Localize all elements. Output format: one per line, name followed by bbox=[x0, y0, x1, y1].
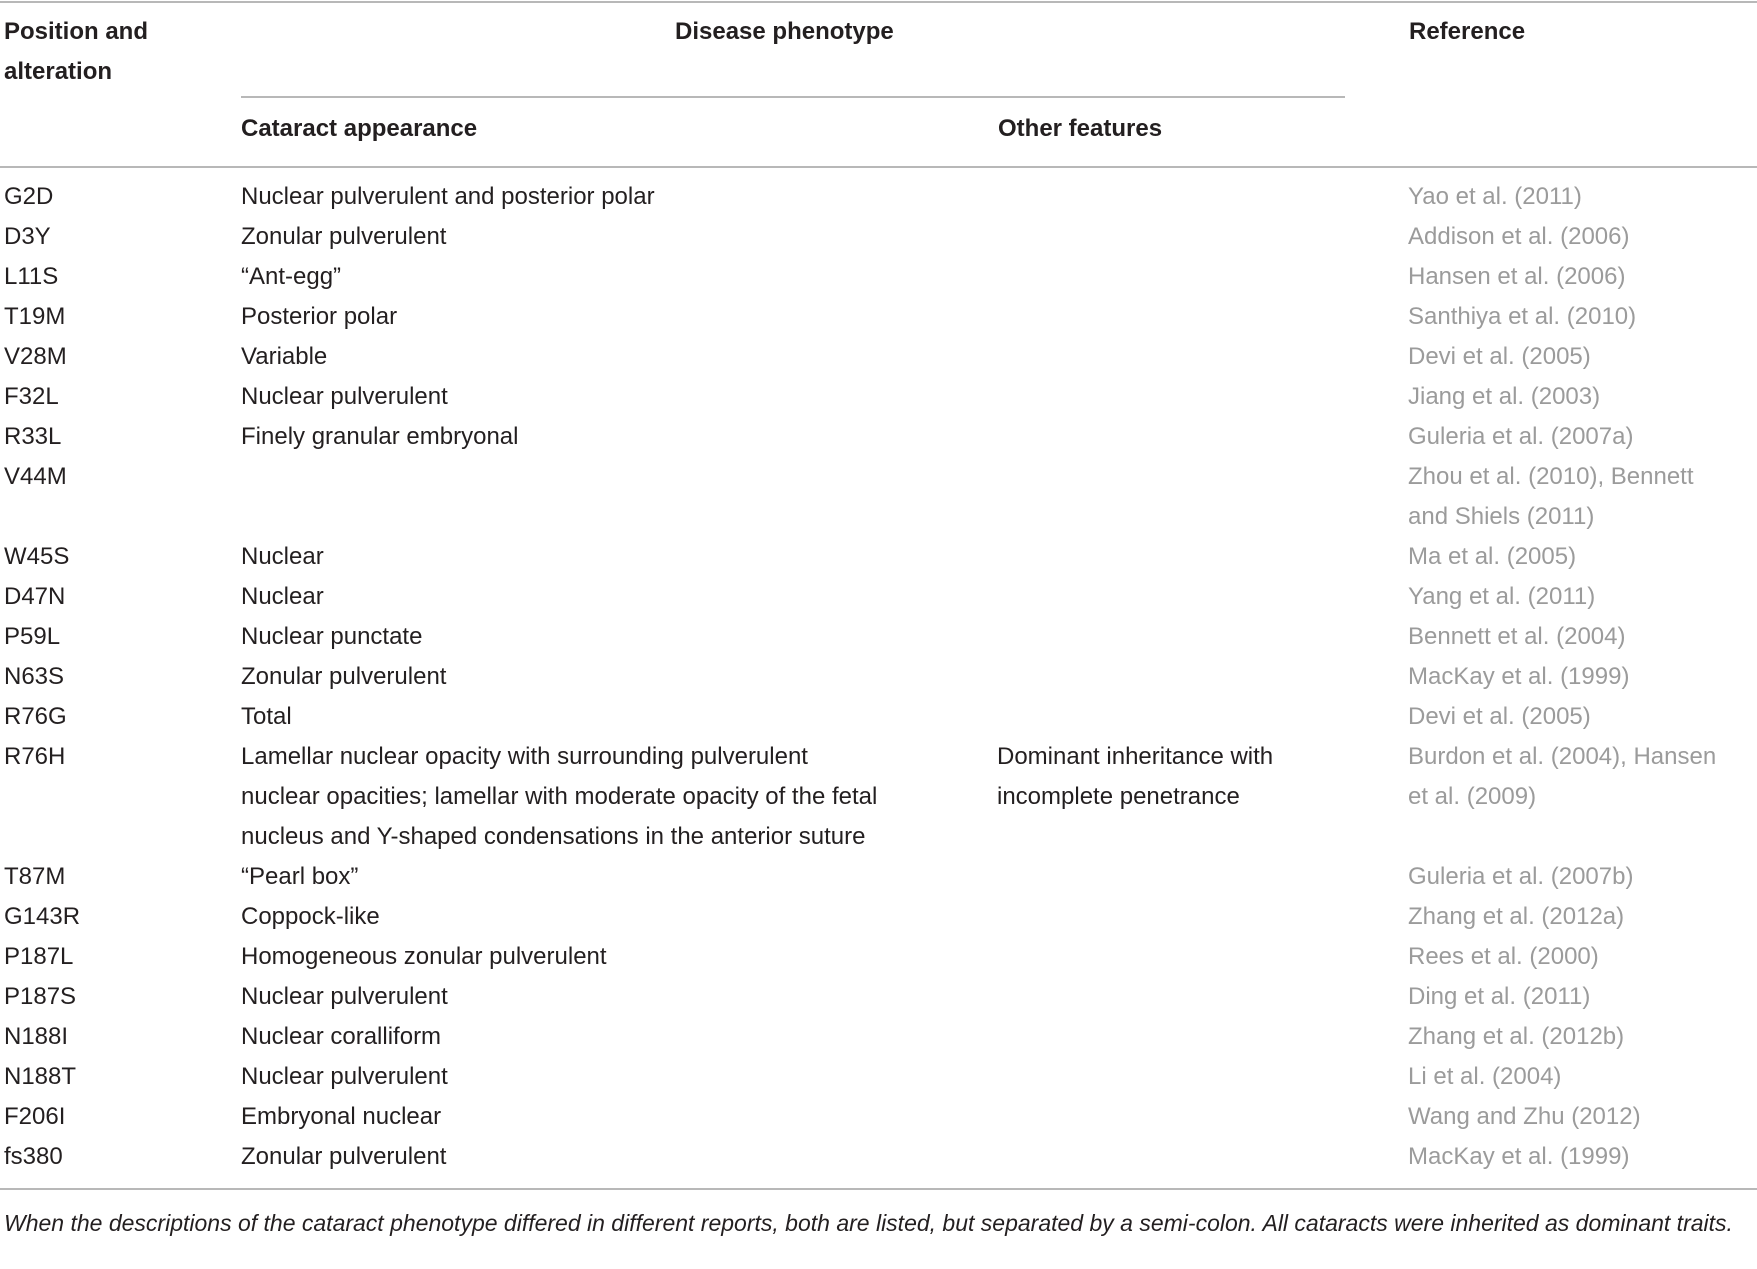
row-position: F32L bbox=[4, 383, 59, 410]
row-reference[interactable]: Devi et al. (2005) bbox=[1408, 703, 1591, 730]
row-cataract-appearance: Embryonal nuclear bbox=[241, 1103, 442, 1130]
row-position: T87M bbox=[4, 863, 66, 890]
row-reference[interactable]: Bennett et al. (2004) bbox=[1408, 623, 1626, 650]
row-reference[interactable]: Yao et al. (2011) bbox=[1408, 183, 1582, 210]
row-reference[interactable]: Zhang et al. (2012b) bbox=[1408, 1023, 1625, 1050]
header-position: Position and alteration bbox=[4, 18, 148, 85]
row-reference[interactable]: Ding et al. (2011) bbox=[1408, 983, 1591, 1010]
row-reference[interactable]: MacKay et al. (1999) bbox=[1408, 663, 1630, 690]
row-reference[interactable]: Guleria et al. (2007a) bbox=[1408, 423, 1634, 450]
row-position: P187L bbox=[4, 943, 74, 970]
row-cataract-appearance: “Pearl box” bbox=[241, 863, 359, 890]
row-other-features: Dominant inheritance with bbox=[997, 743, 1274, 770]
row-reference[interactable]: Burdon et al. (2004), Hansen bbox=[1408, 743, 1717, 770]
row-cataract-appearance: nucleus and Y-shaped condensations in the anterior suture bbox=[241, 823, 866, 850]
row-reference[interactable]: Guleria et al. (2007b) bbox=[1408, 863, 1634, 890]
row-cataract-appearance: Nuclear pulverulent bbox=[241, 983, 448, 1010]
row-cataract-appearance: Total bbox=[241, 703, 292, 730]
row-position: V44M bbox=[4, 463, 67, 490]
header-reference: Reference bbox=[1409, 18, 1526, 45]
row-position: L11S bbox=[4, 263, 59, 290]
row-position: R33L bbox=[4, 423, 62, 450]
row-position: T19M bbox=[4, 303, 66, 330]
header-cataract-appearance: Cataract appearance bbox=[241, 115, 478, 142]
disease-phenotype-span-rule bbox=[241, 96, 1345, 98]
row-cataract-appearance: Zonular pulverulent bbox=[241, 663, 447, 690]
row-other-features: incomplete penetrance bbox=[997, 783, 1240, 810]
row-cataract-appearance: “Ant-egg” bbox=[241, 263, 342, 290]
row-reference[interactable]: Wang and Zhu (2012) bbox=[1408, 1103, 1641, 1130]
row-cataract-appearance: Nuclear punctate bbox=[241, 623, 423, 650]
row-position: D47N bbox=[4, 583, 66, 610]
row-cataract-appearance: Nuclear pulverulent bbox=[241, 1063, 448, 1090]
row-reference[interactable]: Yang et al. (2011) bbox=[1408, 583, 1596, 610]
row-cataract-appearance: Variable bbox=[241, 343, 328, 370]
table-bottom-rule bbox=[0, 1188, 1757, 1190]
row-reference[interactable]: Rees et al. (2000) bbox=[1408, 943, 1599, 970]
table-top-rule bbox=[0, 1, 1757, 3]
row-position: N63S bbox=[4, 663, 65, 690]
row-position: R76H bbox=[4, 743, 66, 770]
row-reference[interactable]: Santhiya et al. (2010) bbox=[1408, 303, 1637, 330]
row-reference[interactable]: Zhang et al. (2012a) bbox=[1408, 903, 1625, 930]
row-reference[interactable]: Jiang et al. (2003) bbox=[1408, 383, 1601, 410]
row-position: fs380 bbox=[4, 1143, 63, 1170]
row-cataract-appearance: Nuclear pulverulent and posterior polar bbox=[241, 183, 655, 210]
row-cataract-appearance: Coppock-like bbox=[241, 903, 380, 930]
row-reference[interactable]: Hansen et al. (2006) bbox=[1408, 263, 1626, 290]
row-reference[interactable]: et al. (2009) bbox=[1408, 783, 1537, 810]
row-cataract-appearance: Zonular pulverulent bbox=[241, 223, 447, 250]
row-reference[interactable]: and Shiels (2011) bbox=[1408, 503, 1595, 530]
row-cataract-appearance: Nuclear pulverulent bbox=[241, 383, 448, 410]
row-position: N188I bbox=[4, 1023, 69, 1050]
row-position: G143R bbox=[4, 903, 81, 930]
row-cataract-appearance: Nuclear bbox=[241, 543, 324, 570]
header-other-features: Other features bbox=[998, 115, 1163, 142]
row-reference[interactable]: MacKay et al. (1999) bbox=[1408, 1143, 1630, 1170]
row-position: D3Y bbox=[4, 223, 51, 250]
row-cataract-appearance: Lamellar nuclear opacity with surrounding pulverulent bbox=[241, 743, 808, 770]
row-reference[interactable]: Ma et al. (2005) bbox=[1408, 543, 1577, 570]
row-cataract-appearance: Nuclear bbox=[241, 583, 324, 610]
row-position: G2D bbox=[4, 183, 54, 210]
row-cataract-appearance: Posterior polar bbox=[241, 303, 398, 330]
row-reference[interactable]: Zhou et al. (2010), Bennett bbox=[1408, 463, 1694, 490]
table-footnote: When the descriptions of the cataract phenotype differed in different reports, both are listed, but separated by a semi-colon. All cataracts were inherited as dominant traits. bbox=[4, 1210, 1733, 1236]
row-position: N188T bbox=[4, 1063, 77, 1090]
header-disease-phenotype: Disease phenotype bbox=[675, 18, 894, 45]
row-cataract-appearance: Finely granular embryonal bbox=[241, 423, 519, 450]
row-cataract-appearance: Zonular pulverulent bbox=[241, 1143, 447, 1170]
row-cataract-appearance: Nuclear coralliform bbox=[241, 1023, 442, 1050]
row-reference[interactable]: Devi et al. (2005) bbox=[1408, 343, 1591, 370]
row-position: P59L bbox=[4, 623, 61, 650]
header-bottom-rule bbox=[0, 166, 1757, 168]
row-position: F206I bbox=[4, 1103, 66, 1130]
row-position: R76G bbox=[4, 703, 67, 730]
row-position: W45S bbox=[4, 543, 70, 570]
row-cataract-appearance: nuclear opacities; lamellar with moderate opacity of the fetal bbox=[241, 783, 878, 810]
row-cataract-appearance: Homogeneous zonular pulverulent bbox=[241, 943, 607, 970]
row-position: V28M bbox=[4, 343, 67, 370]
row-position: P187S bbox=[4, 983, 77, 1010]
row-reference[interactable]: Li et al. (2004) bbox=[1408, 1063, 1562, 1090]
row-reference[interactable]: Addison et al. (2006) bbox=[1408, 223, 1630, 250]
